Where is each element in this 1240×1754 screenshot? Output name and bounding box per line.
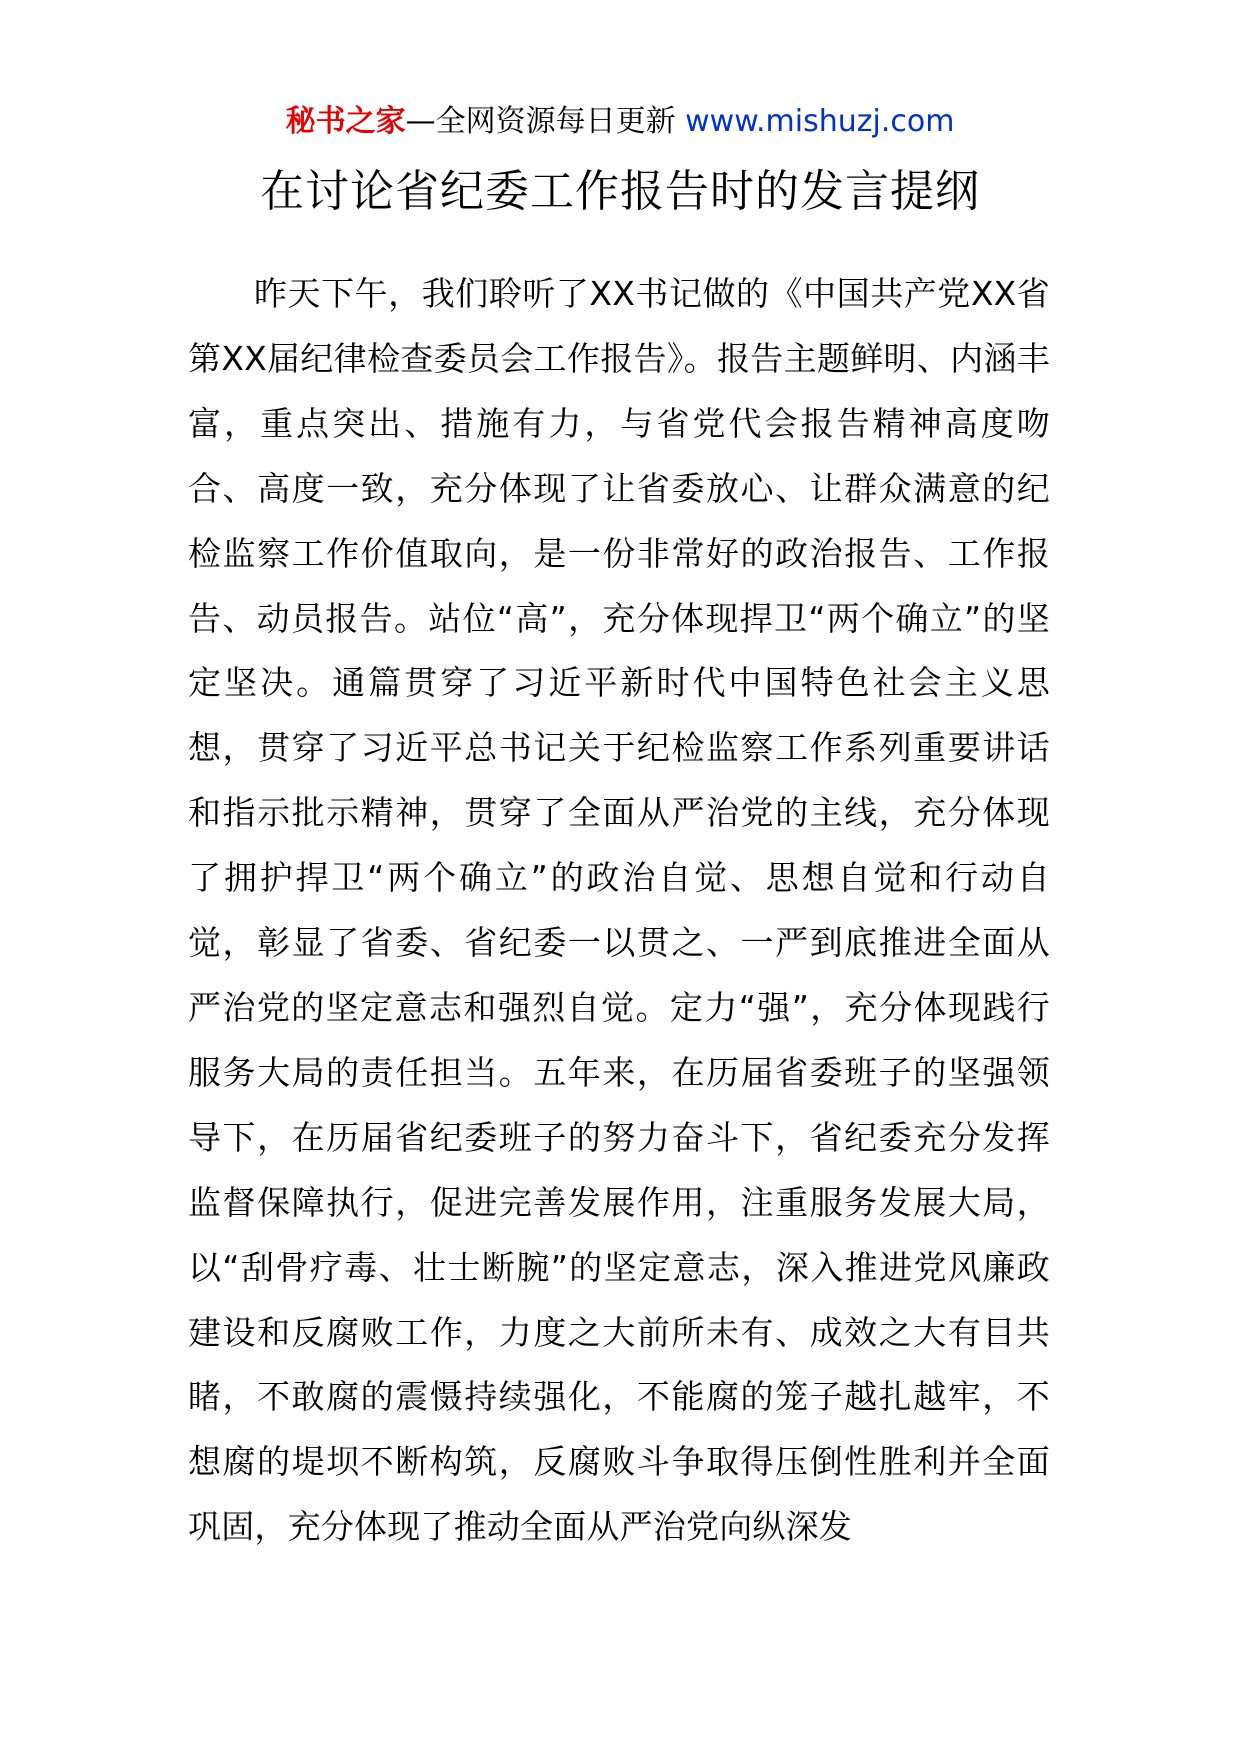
- site-url[interactable]: www.mishuzj.com: [685, 104, 955, 139]
- header-tagline: —全网资源每日更新: [405, 104, 686, 139]
- watermark-header: [0, 102, 1240, 142]
- brand-name: 秘书之家: [285, 104, 406, 139]
- document-paragraph: 昨天下午，我们聆听了XX书记做的《中国共产党XX省第XX届纪律检查委员会工作报告》。报告主题鲜明、内涵丰富，重点突出、措施有力，与省党代会报告精神高度吻合、高度一致，充分体现了让省委放心、让群众满意的纪检监察工作价值取向，是一份非常好的政治报告、工作报告、动员报告。站位“高”，充分体现捍卫“两个确立”的坚定坚决。通篇贯穿了习近平新时代中国特色社会主义思想，贯穿了习近平总书记关于纪检监察工作系列重要讲话和指示批示精神，贯穿了全面从严治党的主线，充分体现了拥护捍卫“两个确立”的政治自觉、思想自觉和行动自觉，彰显了省委、省纪委一以贯之、一严到底推进全面从严治党的坚定意志和强烈自觉。定力“强”，充分体现践行服务大局的责任担当。五年来，在历届省委班子的坚强领导下，在历届省纪委班子的努力奋斗下，省纪委充分发挥监督保障执行，促进完善发展作用，注重服务发展大局，以“刮骨疗毒、壮士断腕”的坚定意志，深入推进党风廉政建设和反腐败工作，力度之大前所未有、成效之大有目共睹，不敢腐的震慑持续强化，不能腐的笼子越扎越牢，不想腐的堤坝不断构筑，反腐败斗争取得压倒性胜利并全面巩固，充分体现了推动全面从严治党向纵深发: [188, 274, 1050, 1547]
- document-title: 在讨论省纪委工作报告时的发言提纲: [260, 166, 980, 217]
